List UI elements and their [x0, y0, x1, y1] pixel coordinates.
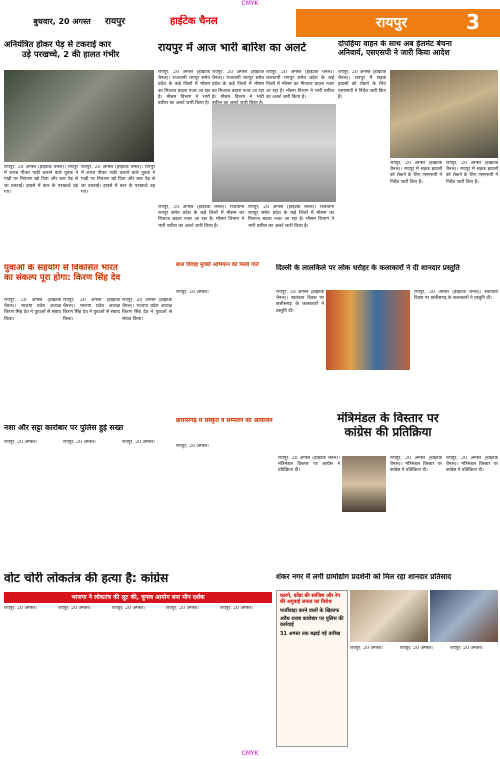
- tree-headline: [4, 40, 154, 68]
- tree-headline-line2: उड़े परखच्चे, 2 की हालत गंभीर: [22, 48, 120, 59]
- youth-headline: [4, 264, 174, 294]
- tree-photo: [4, 70, 154, 162]
- helmet-headline: [338, 40, 500, 68]
- cabinet-body-2: रायपुर, 20 अगस्त (हाईटेक चैनल)। मंत्रिमंडल विस्तार पर कांग्रेस ने प्रतिक्रिया दी।: [390, 456, 442, 474]
- rain-body-1: रायपुर, 20 अगस्त (हाईटेक चैनल)। राजधानी रायपुर समेत प्रदेश के कई जिलों में मौसम का मिजाज बदला नजर आ रहा है। मौसम विभाग ने भारी बारिश का अलर्ट जारी किया है।: [158, 70, 210, 107]
- masthead-date: बुधवार, 20 अगस्त: [22, 13, 102, 31]
- box-line-1: कारगे, कोंडा की साजिश और रेप की अगुवाई जनता का विरोध: [280, 593, 340, 605]
- page-number: 3: [466, 10, 480, 34]
- exhibition-photo-1: [350, 590, 428, 642]
- rain-sky-photo: [212, 104, 336, 202]
- cabinet-person-photo: [342, 456, 386, 512]
- rain-headline: रायपुर में आज भारी बारिश का अलर्ट: [158, 42, 307, 54]
- youth-body-2: रायपुर, 20 अगस्त (हाईटेक चैनल)। भाजपा प्रदेश अध्यक्ष किरण सिंह देव ने युवाओं से संवाद किया।: [63, 298, 120, 322]
- delhi-body-2: रायपुर, 20 अगस्त (हाईटेक चैनल)। स्वतंत्रता दिवस पर छत्तीसगढ़ के कलाकारों ने प्रस्तुति दी।: [414, 290, 498, 302]
- vote-body-3: रायपुर, 20 अगस्त।: [112, 606, 145, 611]
- registration-marks: CMYK: [241, 0, 259, 7]
- shankar-body-2: रायपुर, 20 अगस्त।: [400, 646, 433, 651]
- helmet-headline-line1: दोपहिया वाहन के साथ अब हेलमेट बेचना: [338, 40, 452, 48]
- drugs-headline: नशा और सट्टा कारोबार पर पुलिस हुई सख्त: [4, 424, 124, 432]
- rain-body-3: रायपुर, 20 अगस्त (हाईटेक चैनल)। राजधानी रायपुर समेत प्रदेश के कई जिलों में मौसम का मिजाज बदला नजर आ रहा है। मौसम विभाग ने भारी बारिश का अलर्ट जारी किया है।: [266, 70, 334, 100]
- helmet-body-2: रायपुर, 20 अगस्त (हाईटेक चैनल)। रायपुर में सड़क हादसों को रोकने के लिए एसएसपी ने निर्देश जारी किए हैं।: [390, 161, 442, 185]
- shankar-headline: शंकर नगर में लगी ग्रामोद्योग प्रदर्शनी को मिल रहा शानदार प्रतिसाद: [276, 573, 452, 581]
- vote-headline: वोट चोरी लोकतंत्र की हत्या है: कांग्रेस: [4, 572, 169, 585]
- vote-body-4: रायपुर, 20 अगस्त।: [166, 606, 199, 611]
- drugs-body-1: रायपुर, 20 अगस्त।: [4, 440, 37, 445]
- vote-subheadline: भाजपा ने लोकतंत्र की लूट की, चुनाव आयोग बना मौन दर्शक: [4, 592, 272, 603]
- mid-headline: बाल विवाह मुक्ति अभियान को मिली गति: [176, 262, 259, 268]
- tree-body-1: रायपुर, 20 अगस्त (हाईटेक चैनल)। रायपुर में शराब पीकर गाड़ी चलाने वाले युवक ने गाड़ी पर नियंत्रण खो दिया और कार पेड़ से जा टकराई। हादसे में कार के परखच्चे उड़ गए।: [4, 165, 78, 195]
- tree-body-2: रायपुर, 20 अगस्त (हाईटेक चैनल)। रायपुर में शराब पीकर गाड़ी चलाने वाले युवक ने गाड़ी पर नियंत्रण खो दिया और कार पेड़ से जा टकराई। हादसे में कार के परखच्चे उड़ गए।: [81, 165, 155, 195]
- youth-headline-line1: युवाओं के सहयोग से विकसित भारत: [4, 264, 118, 273]
- vote-body-2: रायपुर, 20 अगस्त।: [58, 606, 91, 611]
- drugs-body-2: रायपुर, 20 अगस्त।: [63, 440, 96, 445]
- chhattisgarh-body: रायपुर, 20 अगस्त।: [176, 444, 209, 449]
- helmet-body-3: रायपुर, 20 अगस्त (हाईटेक चैनल)। रायपुर में सड़क हादसों को रोकने के लिए एसएसपी ने निर्देश जारी किए हैं।: [446, 161, 498, 185]
- helmet-body-1: रायपुर, 20 अगस्त (हाईटेक चैनल)। रायपुर में सड़क हादसों को रोकने के लिए एसएसपी ने निर्देश जारी किए हैं।: [338, 70, 386, 100]
- tree-headline-line1: अनियंत्रित होकर पेड़ से टकराई कार: [4, 40, 111, 49]
- shankar-body-1: रायपुर, 20 अगस्त।: [350, 646, 383, 651]
- box-line-3: अवैध शराब कारोबार पर पुलिस की कार्रवाई: [280, 616, 344, 628]
- youth-headline-line2: का संकल्प पूरा होगा: किरण सिंह देव: [4, 272, 121, 283]
- youth-body-3: रायपुर, 20 अगस्त (हाईटेक चैनल)। भाजपा प्रदेश अध्यक्ष किरण सिंह देव ने युवाओं से संवाद किया।: [122, 298, 172, 322]
- cabinet-headline-line2: कांग्रेस की प्रतिक्रिया: [344, 424, 432, 439]
- mid-body: रायपुर, 20 अगस्त।: [176, 290, 209, 295]
- rain-body-4: रायपुर, 20 अगस्त (हाईटेक चैनल)। राजधानी रायपुर समेत प्रदेश के कई जिलों में मौसम का मिजाज बदला नजर आ रहा है। मौसम विभाग ने भारी बारिश का अलर्ट जारी किया है।: [158, 205, 244, 229]
- delhi-body-1: रायपुर, 20 अगस्त (हाईटेक चैनल)। स्वतंत्रता दिवस पर छत्तीसगढ़ के कलाकारों ने प्रस्तुति दी।: [276, 290, 324, 314]
- registration-marks-bottom: CMYK: [241, 750, 259, 757]
- masthead-brand: हाईटेक चैनल: [170, 16, 218, 27]
- section-banner: [296, 9, 500, 37]
- youth-body-1: रायपुर, 20 अगस्त (हाईटेक चैनल)। भाजपा प्रदेश अध्यक्ष किरण सिंह देव ने युवाओं से संवाद किया।: [4, 298, 61, 322]
- drugs-body-3: रायपुर, 20 अगस्त।: [122, 440, 155, 445]
- box-line-4: 31 अगस्त तक बढ़ाई गई तारीख: [280, 630, 341, 637]
- helmet-officer-photo: [390, 70, 498, 158]
- section-name: रायपुर: [376, 15, 408, 31]
- vote-body-1: रायपुर, 20 अगस्त।: [4, 606, 37, 611]
- helmet-headline-line2: अनिवार्य, एसएसपी ने जारी किया आदेश: [338, 47, 450, 57]
- box-line-2: फर्जीवाड़ा करने वालों के खिलाफ: [280, 607, 340, 614]
- delhi-headline: दिल्ली के लालकिले पर लोक धरोहर के कलाकारों ने दी शानदार प्रस्तुति: [276, 264, 460, 272]
- delhi-performers-photo: [326, 290, 410, 370]
- exhibition-photo-2: [430, 590, 498, 642]
- cabinet-headline-line1: मंत्रिमंडल के विस्तार पर: [337, 412, 439, 425]
- news-box: [276, 590, 348, 747]
- cabinet-body-1: रायपुर, 20 अगस्त (हाईटेक चैनल)। मंत्रिमंडल विस्तार पर कांग्रेस ने प्रतिक्रिया दी।: [278, 456, 340, 474]
- rain-body-2: रायपुर, 20 अगस्त (हाईटेक चैनल)। राजधानी रायपुर समेत प्रदेश के कई जिलों में मौसम का मिजाज बदला नजर आ रहा है। मौसम विभाग ने भारी: [212, 70, 264, 100]
- masthead-city: रायपुर: [105, 17, 126, 27]
- chhattisgarh-headline: छत्तीसगढ़ में संस्कृत व सम्मेलन का आयोजन: [176, 418, 273, 424]
- shankar-body-3: रायपुर, 20 अगस्त।: [450, 646, 483, 651]
- cabinet-headline: [278, 412, 498, 452]
- vote-body-5: रायपुर, 20 अगस्त।: [220, 606, 253, 611]
- rain-body-5: रायपुर, 20 अगस्त (हाईटेक चैनल)। राजधानी रायपुर समेत प्रदेश के कई जिलों में मौसम का मिजाज बदला नजर आ रहा है। मौसम विभाग ने भारी बारिश का अलर्ट जारी किया है।: [248, 205, 334, 229]
- cabinet-body-3: रायपुर, 20 अगस्त (हाईटेक चैनल)। मंत्रिमंडल विस्तार पर कांग्रेस ने प्रतिक्रिया दी।: [446, 456, 498, 474]
